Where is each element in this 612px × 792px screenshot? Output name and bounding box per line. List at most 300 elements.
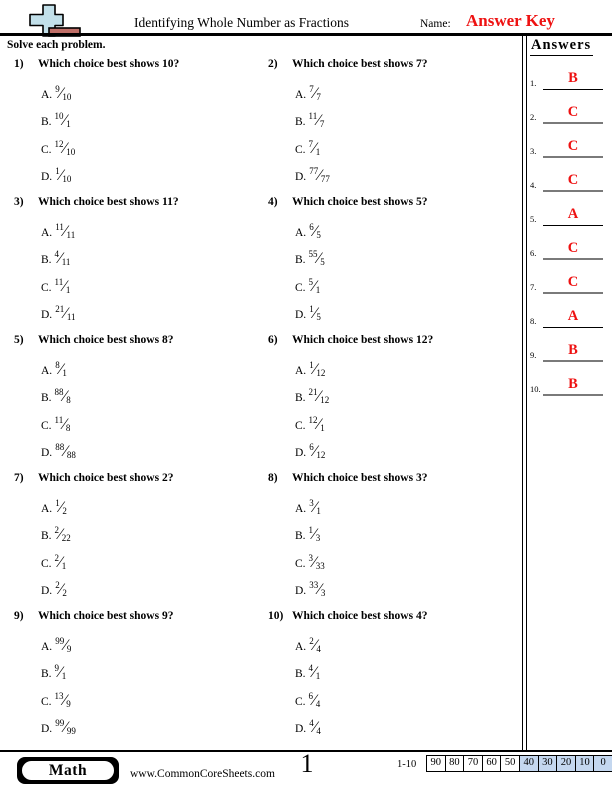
question-block: [14, 472, 264, 599]
fraction-slash: ⁄: [313, 719, 317, 737]
score-cell: 60: [482, 755, 502, 772]
option-row: [41, 268, 264, 296]
options-list: [295, 213, 518, 323]
fraction-numerator: 99: [55, 718, 65, 729]
option-fraction: [308, 690, 321, 709]
option-letter: B.: [295, 668, 306, 681]
answer-number: 2.: [530, 112, 537, 122]
option-fraction: [55, 83, 72, 102]
option-fraction: [309, 221, 321, 240]
option-row: [295, 241, 518, 269]
option-row: [295, 158, 518, 186]
question-text: Which choice best shows 12?: [292, 334, 434, 346]
score-cell: 10: [575, 755, 595, 772]
option-letter: D.: [41, 585, 53, 598]
score-grid: [426, 755, 612, 772]
fraction-denominator: 10: [62, 174, 72, 185]
fraction-numerator: 3: [308, 552, 314, 563]
option-letter: A.: [295, 502, 307, 515]
fraction-denominator: 4: [315, 698, 321, 709]
option-fraction: [308, 552, 325, 571]
fraction-numerator: 11: [54, 414, 64, 425]
option-letter: A.: [295, 364, 307, 377]
option-letter: A.: [295, 88, 307, 101]
fraction-slash: ⁄: [313, 305, 317, 323]
fraction-denominator: 10: [62, 91, 72, 102]
question-text: Which choice best shows 4?: [292, 610, 428, 622]
question-head: [268, 610, 518, 622]
question-number: 2): [268, 58, 278, 70]
answer-blank-line: [543, 394, 603, 396]
option-fraction: [308, 111, 325, 130]
option-fraction: [309, 497, 321, 516]
option-fraction: [55, 304, 76, 323]
option-row: [295, 627, 518, 655]
answer-letter: B: [568, 342, 578, 358]
question-head: [268, 58, 518, 70]
fraction-denominator: 12: [320, 395, 330, 406]
option-row: [41, 655, 264, 683]
question-text: Which choice best shows 10?: [38, 58, 180, 70]
option-letter: A.: [295, 640, 307, 653]
fraction-slash: ⁄: [313, 222, 317, 240]
website-url: www.CommonCoreSheets.com: [130, 768, 275, 780]
fraction-slash: ⁄: [313, 139, 316, 157]
option-fraction: [308, 276, 321, 295]
question-head: [268, 334, 518, 346]
answer-blank-line: [543, 327, 603, 328]
option-fraction: [54, 552, 67, 571]
option-fraction: [54, 111, 71, 130]
option-fraction: [308, 414, 325, 433]
option-row: [41, 544, 264, 572]
question-block: [14, 610, 264, 737]
option-row: [41, 627, 264, 655]
fraction-slash: ⁄: [63, 277, 66, 295]
answer-row: [527, 168, 607, 192]
fraction-numerator: 1: [55, 497, 60, 508]
question-block: [268, 472, 518, 599]
question-text: Which choice best shows 3?: [292, 472, 428, 484]
fraction-denominator: 10: [66, 146, 76, 157]
fraction-numerator: 3: [309, 497, 314, 508]
option-row: [41, 489, 264, 517]
fraction-denominator: 99: [66, 726, 76, 737]
fraction-numerator: 11: [54, 276, 64, 287]
options-list: [41, 489, 264, 599]
answer-row: [527, 134, 607, 158]
fraction-denominator: 7: [316, 91, 321, 102]
fraction-denominator: 1: [61, 560, 67, 571]
fraction-slash: ⁄: [63, 112, 67, 130]
question-head: [14, 196, 264, 208]
score-cell: 40: [519, 755, 539, 772]
answer-number: 8.: [530, 316, 537, 326]
answer-letter: A: [567, 206, 579, 222]
option-letter: C.: [295, 419, 306, 432]
option-fraction: [54, 138, 76, 157]
option-row: [295, 268, 518, 296]
option-letter: B.: [41, 668, 52, 681]
option-letter: A.: [41, 502, 53, 515]
fraction-denominator: 33: [315, 560, 325, 571]
fraction-denominator: 3: [315, 533, 321, 544]
fraction-numerator: 1: [308, 525, 314, 536]
option-fraction: [309, 304, 321, 323]
option-row: [41, 296, 264, 324]
fraction-numerator: 2: [54, 525, 60, 536]
answer-row: [527, 202, 607, 226]
option-letter: C.: [295, 695, 306, 708]
fraction-denominator: 1: [62, 367, 67, 378]
option-letter: D.: [295, 585, 307, 598]
option-row: [295, 489, 518, 517]
options-list: [41, 351, 264, 461]
fraction-denominator: 12: [316, 450, 326, 461]
answer-number: 5.: [530, 214, 537, 224]
question-head: [14, 610, 264, 622]
fraction-slash: ⁄: [64, 305, 67, 323]
option-fraction: [309, 166, 330, 185]
option-letter: C.: [41, 281, 52, 294]
fraction-slash: ⁄: [59, 526, 62, 544]
fraction-denominator: 88: [66, 450, 76, 461]
option-row: [41, 351, 264, 379]
option-row: [41, 710, 264, 738]
options-list: [295, 627, 518, 737]
fraction-denominator: 2: [62, 588, 67, 599]
option-fraction: [55, 221, 76, 240]
fraction-denominator: 1: [320, 422, 325, 433]
subject-badge-inner: [21, 760, 115, 781]
option-row: [41, 103, 264, 131]
options-list: [41, 627, 264, 737]
option-row: [295, 572, 518, 600]
answer-row: [527, 372, 607, 396]
option-fraction: [55, 580, 67, 599]
option-row: [295, 682, 518, 710]
fraction-slash: ⁄: [59, 250, 62, 268]
fraction-numerator: 88: [54, 387, 64, 398]
fraction-denominator: 11: [61, 257, 71, 268]
options-list: [295, 75, 518, 185]
option-row: [295, 213, 518, 241]
answer-row: [527, 100, 607, 124]
fraction-numerator: 55: [308, 249, 318, 260]
option-fraction: [309, 442, 326, 461]
fraction-denominator: 9: [66, 643, 72, 654]
page-number: 1: [300, 749, 314, 778]
option-fraction: [309, 359, 326, 378]
fraction-slash: ⁄: [318, 581, 321, 599]
fraction-slash: ⁄: [313, 691, 316, 709]
answer-number: 7.: [530, 282, 537, 292]
question-block: [14, 58, 264, 185]
option-fraction: [55, 166, 72, 185]
answer-blank-line: [543, 292, 603, 294]
answer-row: [527, 236, 607, 260]
fraction-denominator: 1: [315, 671, 321, 682]
option-letter: D.: [295, 447, 307, 460]
fraction-numerator: 9: [55, 83, 60, 94]
fraction-denominator: 8: [66, 395, 71, 406]
option-letter: D.: [41, 309, 53, 322]
option-row: [295, 296, 518, 324]
fraction-slash: ⁄: [313, 443, 317, 461]
option-fraction: [309, 580, 326, 599]
option-letter: B.: [295, 116, 306, 129]
option-row: [41, 130, 264, 158]
fraction-numerator: 7: [308, 138, 314, 149]
option-letter: C.: [295, 557, 306, 570]
option-fraction: [55, 359, 67, 378]
fraction-slash: ⁄: [313, 277, 316, 295]
fraction-numerator: 4: [308, 663, 314, 674]
fraction-denominator: 1: [61, 671, 67, 682]
answer-number: 1.: [530, 78, 537, 88]
fraction-slash: ⁄: [317, 388, 321, 406]
fraction-slash: ⁄: [313, 498, 317, 516]
answer-row: [527, 66, 607, 90]
question-text: Which choice best shows 2?: [38, 472, 174, 484]
answer-letter: B: [568, 376, 578, 392]
fraction-numerator: 33: [309, 580, 319, 591]
fraction-slash: ⁄: [63, 388, 67, 406]
fraction-slash: ⁄: [313, 636, 317, 654]
option-letter: D.: [295, 171, 307, 184]
answer-number: 10.: [530, 384, 541, 394]
options-list: [295, 351, 518, 461]
answer-blank-line: [543, 190, 603, 192]
option-row: [41, 75, 264, 103]
answer-letter: C: [567, 240, 579, 256]
fraction-numerator: 11: [55, 221, 64, 232]
option-row: [41, 406, 264, 434]
fraction-numerator: 10: [54, 111, 64, 122]
fraction-numerator: 2: [309, 635, 314, 646]
fraction-denominator: 9: [66, 698, 71, 709]
fraction-numerator: 4: [54, 249, 60, 260]
question-number: 9): [14, 610, 24, 622]
question-number: 8): [268, 472, 278, 484]
score-cell: 90: [426, 755, 446, 772]
question-text: Which choice best shows 9?: [38, 610, 174, 622]
options-list: [41, 75, 264, 185]
option-fraction: [308, 525, 321, 544]
answer-blank-line: [543, 89, 603, 90]
question-head: [14, 472, 264, 484]
fraction-numerator: 9: [54, 663, 60, 674]
answer-row: [527, 270, 607, 294]
answer-letter: C: [567, 172, 579, 188]
option-fraction: [54, 414, 71, 433]
fraction-denominator: 5: [320, 257, 325, 268]
option-row: [41, 379, 264, 407]
answer-number: 6.: [530, 248, 537, 258]
fraction-slash: ⁄: [59, 553, 62, 571]
question-text: Which choice best shows 11?: [38, 196, 179, 208]
fraction-slash: ⁄: [64, 443, 67, 461]
option-letter: C.: [41, 695, 52, 708]
option-fraction: [54, 276, 71, 295]
question-text: Which choice best shows 5?: [292, 196, 428, 208]
fraction-numerator: 2: [55, 580, 60, 591]
fraction-slash: ⁄: [59, 664, 62, 682]
score-cell: 20: [556, 755, 576, 772]
option-letter: D.: [295, 723, 307, 736]
fraction-numerator: 88: [55, 442, 65, 453]
fraction-numerator: 1: [55, 166, 60, 177]
option-letter: B.: [295, 530, 306, 543]
option-letter: B.: [41, 116, 52, 129]
question-block: [268, 610, 518, 737]
option-letter: C.: [41, 557, 52, 570]
option-fraction: [308, 387, 330, 406]
subject-badge: [17, 757, 119, 784]
option-row: [41, 213, 264, 241]
option-row: [295, 75, 518, 103]
fraction-slash: ⁄: [313, 526, 316, 544]
fraction-slash: ⁄: [63, 222, 67, 240]
question-number: 1): [14, 58, 24, 70]
fraction-slash: ⁄: [317, 415, 321, 433]
option-row: [41, 158, 264, 186]
question-block: [268, 58, 518, 185]
fraction-slash: ⁄: [64, 719, 67, 737]
header-rule: [0, 33, 612, 36]
option-row: [41, 682, 264, 710]
answer-letter: C: [567, 138, 579, 154]
question-number: 5): [14, 334, 24, 346]
option-fraction: [54, 663, 67, 682]
instruction-text: Solve each problem.: [7, 39, 106, 51]
option-letter: B.: [41, 254, 52, 267]
answer-row: [527, 338, 607, 362]
answer-row: [527, 304, 607, 328]
fraction-denominator: 3: [320, 588, 326, 599]
fraction-slash: ⁄: [59, 84, 63, 102]
option-letter: B.: [41, 392, 52, 405]
fraction-numerator: 21: [55, 304, 65, 315]
fraction-numerator: 12: [308, 414, 318, 425]
option-fraction: [55, 442, 76, 461]
score-range-label: 1-10: [397, 759, 417, 770]
fraction-denominator: 12: [316, 367, 326, 378]
option-letter: C.: [295, 143, 306, 156]
option-letter: D.: [41, 171, 53, 184]
fraction-numerator: 1: [309, 359, 314, 370]
option-row: [295, 544, 518, 572]
fraction-slash: ⁄: [63, 415, 66, 433]
fraction-denominator: 4: [316, 726, 321, 737]
option-letter: D.: [295, 309, 307, 322]
fraction-slash: ⁄: [63, 139, 67, 157]
fraction-numerator: 13: [54, 690, 64, 701]
fraction-denominator: 1: [65, 284, 71, 295]
page-title: Identifying Whole Number as Fractions: [134, 15, 349, 30]
name-label: Name:: [420, 18, 451, 30]
option-letter: A.: [295, 226, 307, 239]
option-row: [295, 130, 518, 158]
fraction-numerator: 4: [309, 718, 314, 729]
answer-number: 4.: [530, 180, 537, 190]
fraction-denominator: 2: [62, 505, 67, 516]
fraction-denominator: 5: [316, 229, 321, 240]
fraction-slash: ⁄: [313, 664, 316, 682]
fraction-slash: ⁄: [59, 581, 63, 599]
question-number: 6): [268, 334, 278, 346]
answer-number: 3.: [530, 146, 537, 156]
fraction-slash: ⁄: [313, 84, 317, 102]
fraction-numerator: 6: [308, 690, 314, 701]
answer-blank-line: [543, 258, 603, 260]
fraction-numerator: 8: [55, 359, 60, 370]
option-fraction: [55, 718, 76, 737]
fraction-numerator: 11: [308, 111, 318, 122]
fraction-denominator: 7: [319, 119, 325, 130]
fraction-slash: ⁄: [64, 636, 67, 654]
fraction-denominator: 8: [65, 422, 71, 433]
option-row: [295, 406, 518, 434]
fraction-denominator: 5: [316, 312, 321, 323]
option-row: [295, 434, 518, 462]
fraction-denominator: 22: [61, 533, 71, 544]
question-number: 4): [268, 196, 278, 208]
score-cell: 0: [593, 755, 612, 772]
option-letter: A.: [41, 364, 53, 377]
question-head: [268, 196, 518, 208]
option-letter: C.: [41, 143, 52, 156]
question-head: [14, 334, 264, 346]
question-block: [14, 196, 264, 323]
option-row: [295, 517, 518, 545]
question-number: 3): [14, 196, 24, 208]
fraction-slash: ⁄: [317, 112, 320, 130]
answer-blank-line: [543, 360, 603, 362]
option-row: [41, 572, 264, 600]
option-letter: D.: [41, 447, 53, 460]
option-fraction: [308, 249, 325, 268]
answer-blank-line: [543, 122, 603, 124]
answer-letter: C: [567, 104, 579, 120]
option-row: [295, 655, 518, 683]
fraction-numerator: 77: [309, 166, 319, 177]
fraction-denominator: 11: [66, 229, 76, 240]
option-fraction: [55, 635, 72, 654]
option-fraction: [309, 83, 321, 102]
fraction-numerator: 21: [308, 387, 318, 398]
answers-heading: Answers: [530, 37, 593, 56]
option-row: [41, 241, 264, 269]
fraction-numerator: 99: [55, 635, 65, 646]
question-block: [268, 196, 518, 323]
answer-number: 9.: [530, 350, 537, 360]
fraction-numerator: 7: [309, 83, 314, 94]
fraction-numerator: 6: [309, 221, 314, 232]
fraction-numerator: 2: [54, 552, 60, 563]
options-list: [41, 213, 264, 323]
fraction-denominator: 11: [66, 312, 76, 323]
question-text: Which choice best shows 8?: [38, 334, 174, 346]
question-block: [14, 334, 264, 461]
fraction-denominator: 1: [66, 119, 71, 130]
option-letter: D.: [41, 723, 53, 736]
option-row: [41, 434, 264, 462]
fraction-slash: ⁄: [318, 167, 321, 185]
option-row: [295, 379, 518, 407]
question-number: 7): [14, 472, 24, 484]
option-fraction: [54, 249, 71, 268]
